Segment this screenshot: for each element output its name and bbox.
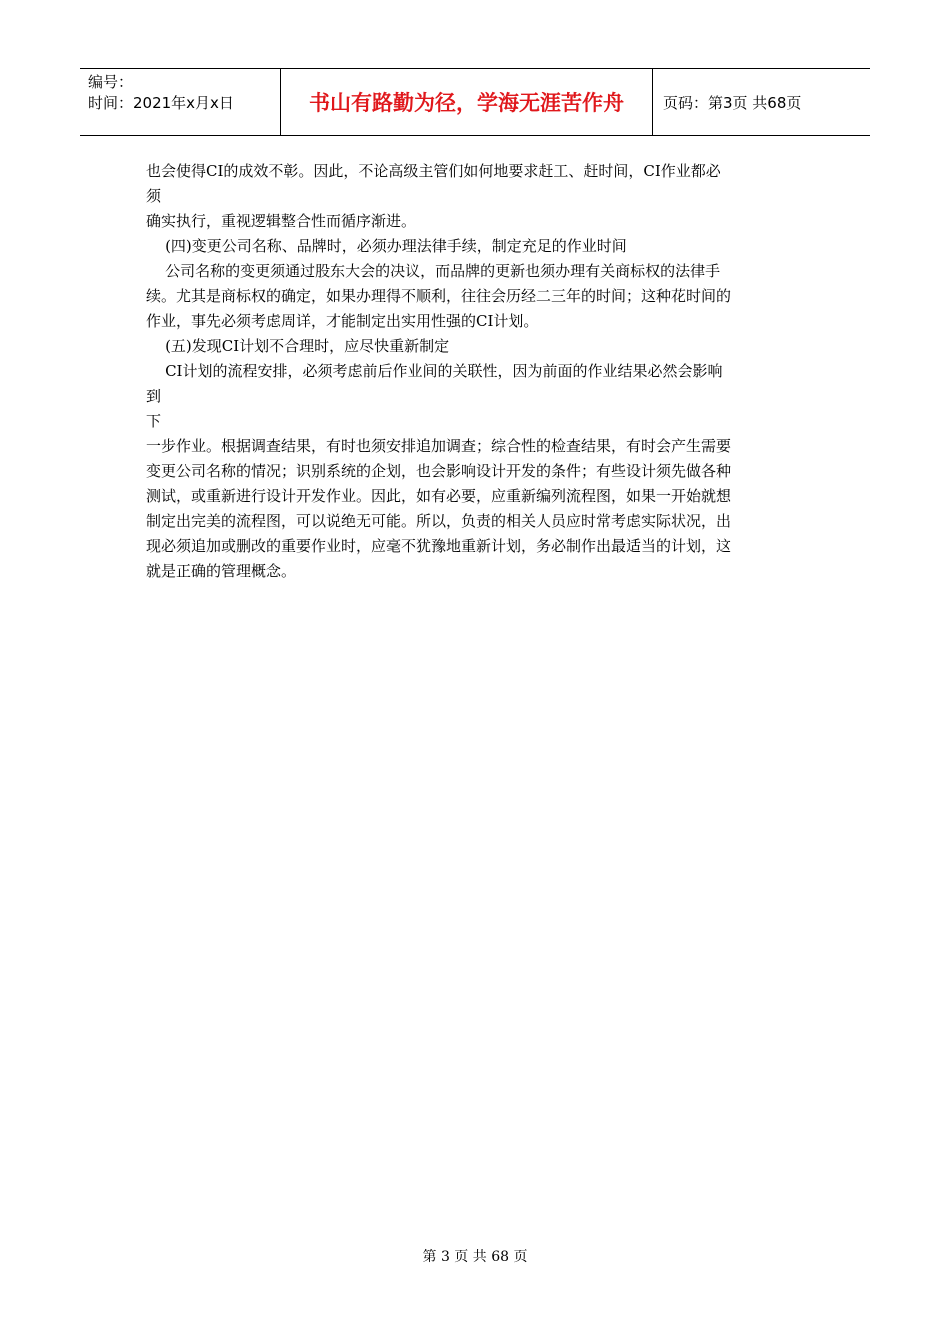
page-header [80,68,870,136]
body-line: 现必须追加或删改的重要作业时，应毫不犹豫地重新计划，务必制作出最适当的计划，这 [146,537,732,555]
body-line: 就是正确的管理概念。 [146,562,297,580]
document-body [146,159,806,584]
body-line: 一步作业。根据调查结果，有时也须安排追加调查；综合性的检查结果，有时会产生需要 [146,437,732,455]
header-meta [80,69,281,135]
section-heading-4: (四)变更公司名称、品牌时，必须办理法律手续，制定充足的作业时间 [146,237,627,255]
body-line: 确实执行，重视逻辑整合性而循序渐进。 [146,212,417,230]
document-number-label: 编号： [88,73,134,91]
body-line: 须 [146,187,162,205]
body-line: 制定出完美的流程图，可以说绝无可能。所以，负责的相关人员应时常考虑实际状况，出 [146,512,732,530]
body-line: 到 [146,387,162,405]
body-line: 测试，或重新进行设计开发作业。因此，如有必要，应重新编列流程图，如果一开始就想 [146,487,732,505]
page-footer: 第 3 页 共 68 页 [422,1249,528,1265]
header-motto: 书山有路勤为径，学海无涯苦作舟 [281,69,653,135]
body-line: 续。尤其是商标权的确定，如果办理得不顺利，往往会历经二三年的时间；这种花时间的 [146,287,732,305]
body-line: 变更公司名称的情况；识别系统的企划，也会影响设计开发的条件；有些设计须先做各种 [146,462,732,480]
body-line: CI计划的流程安排，必须考虑前后作业间的关联性，因为前面的作业结果必然会影响 [146,362,723,380]
body-line: 作业，事先必须考虑周详，才能制定出实用性强的CI计划。 [146,312,539,330]
document-date: 时间：2021年x月x日 [88,94,234,112]
body-line: 也会使得CI的成效不彰。因此，不论高级主管们如何地要求赶工、赶时间，CI作业都必 [146,162,721,180]
header-page-info: 页码：第3页 共68页 [663,93,802,112]
body-line: 下 [146,412,162,430]
body-line: 公司名称的变更须通过股东大会的决议，而品牌的更新也须办理有关商标权的法律手 [146,262,721,280]
section-heading-5: (五)发现CI计划不合理时，应尽快重新制定 [146,337,450,355]
